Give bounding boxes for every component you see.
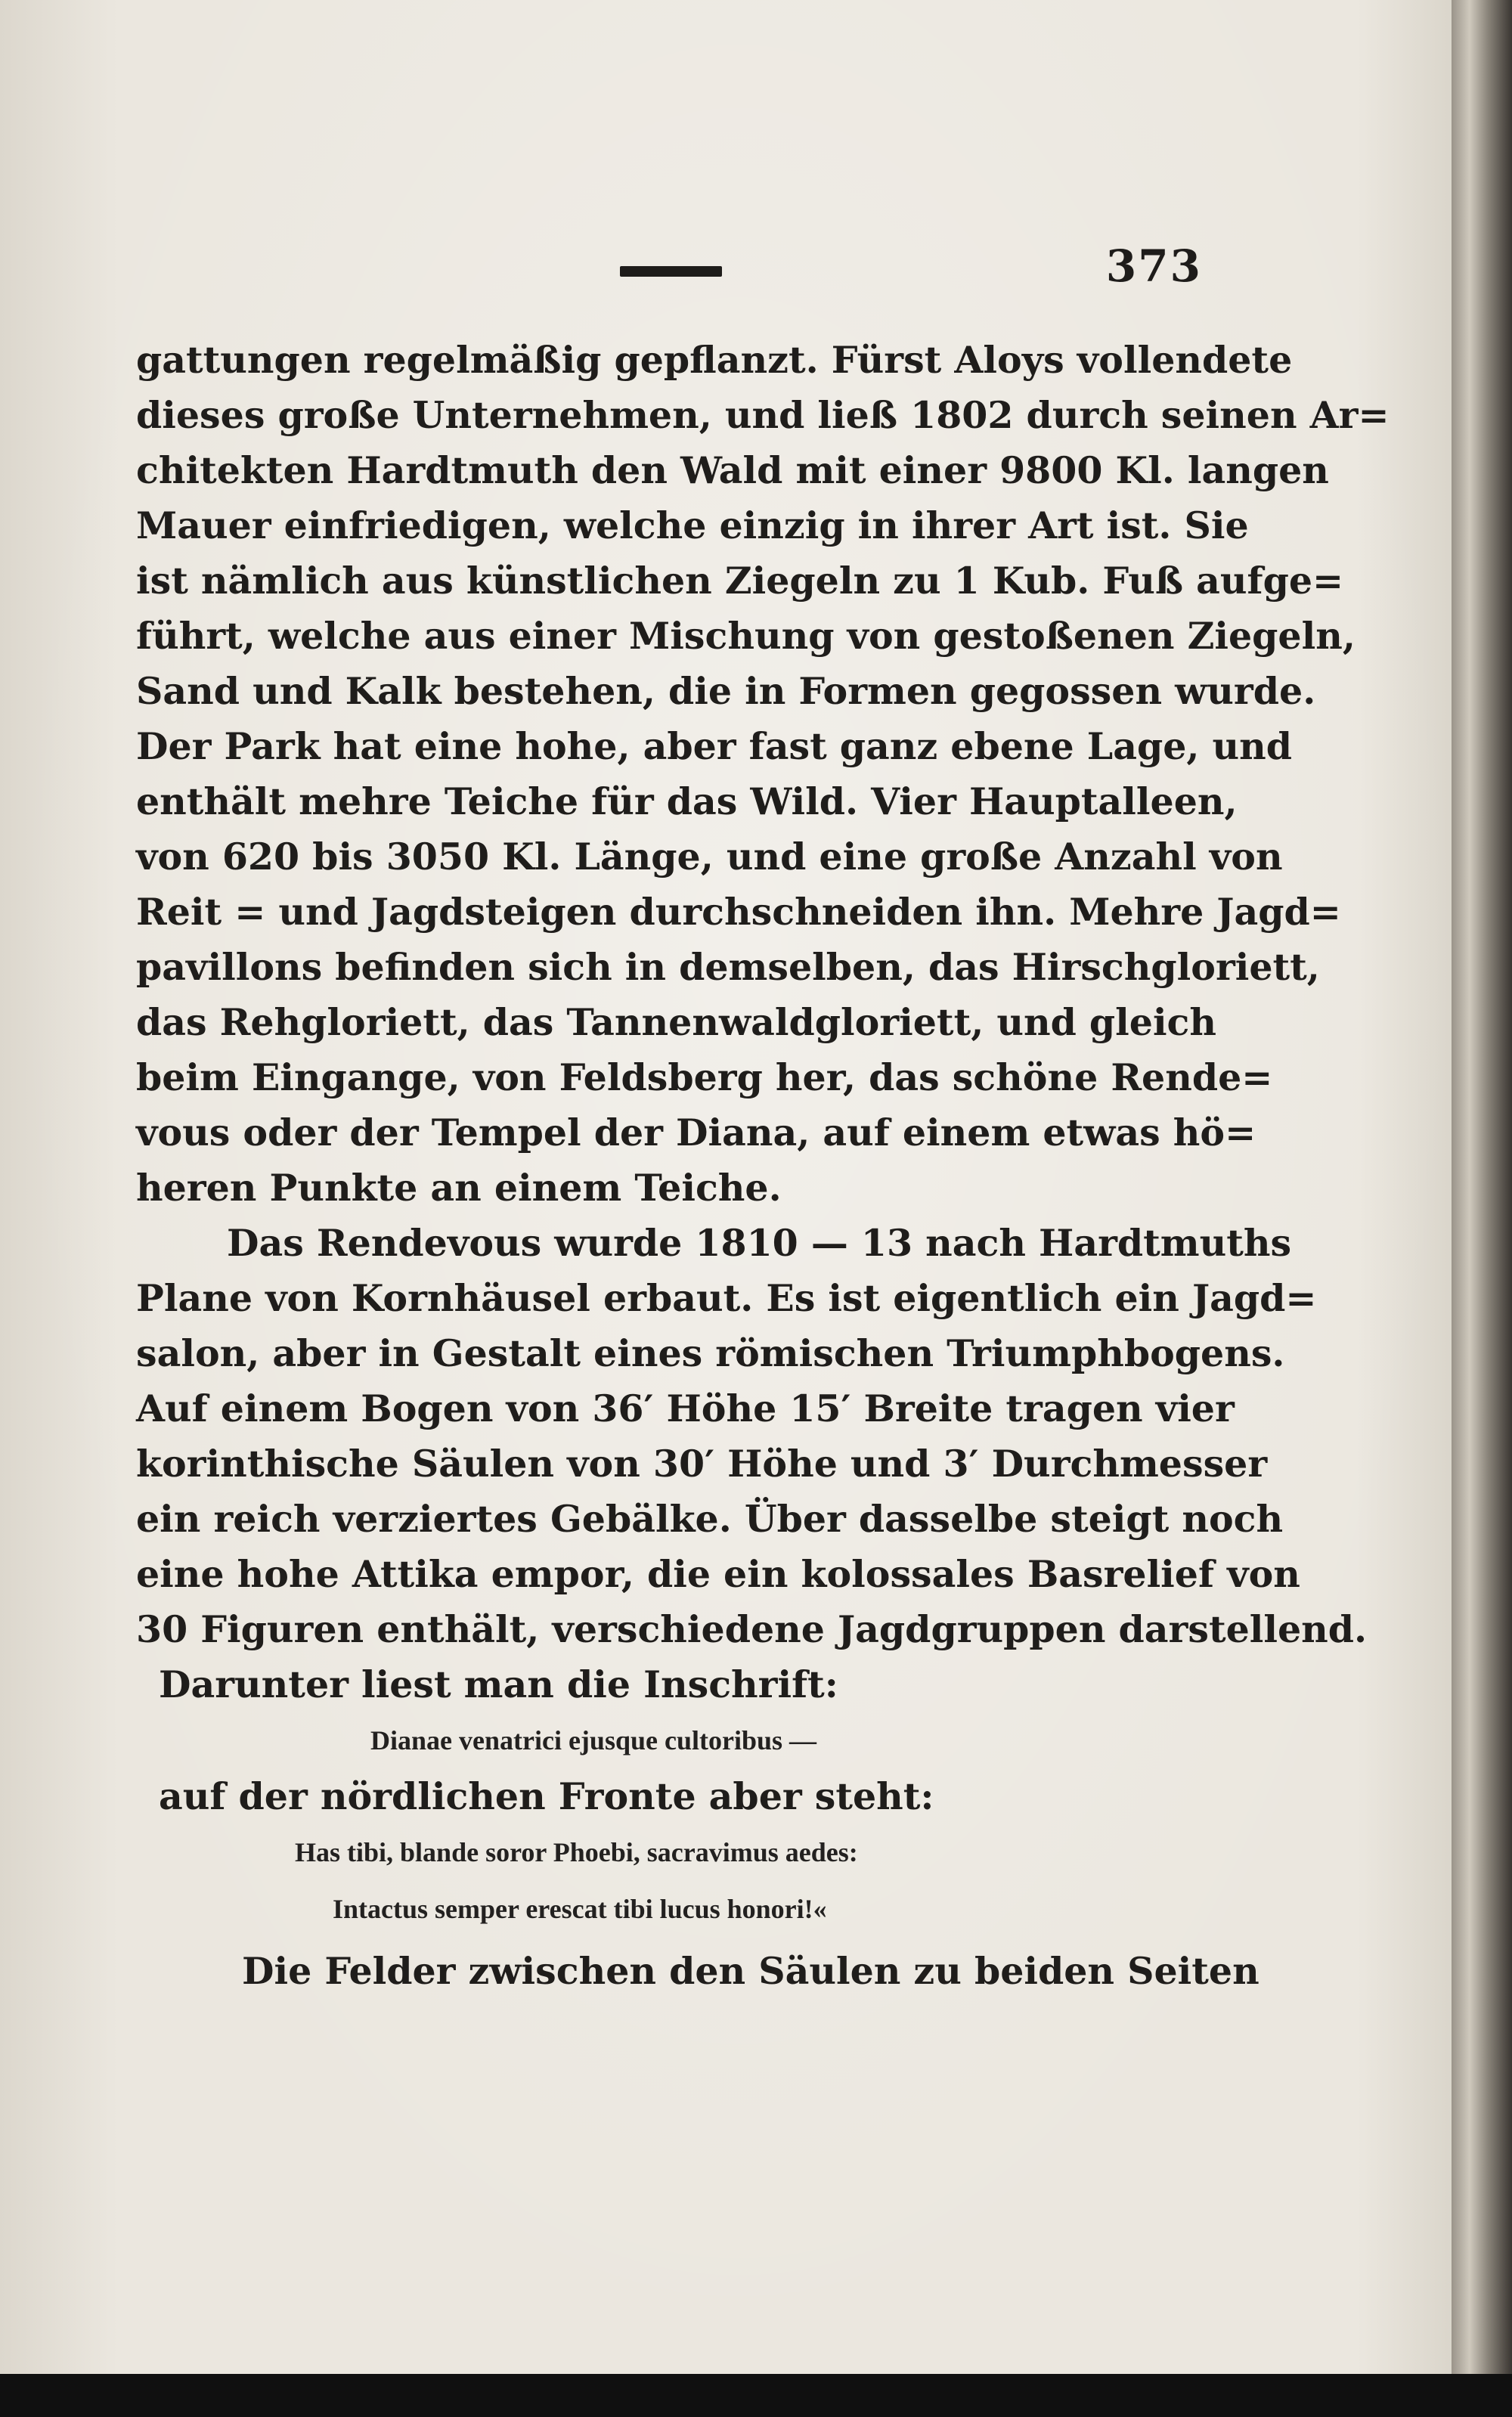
text-line: das Rehgloriett, das Tannenwaldgloriett, und gleich [136, 1000, 1217, 1044]
page-number: 373 [1105, 240, 1202, 292]
text-line: heren Punkte an einem Teiche. [136, 1166, 782, 1210]
text-line: auf der nördlichen Fronte aber steht: [159, 1774, 934, 1818]
header-rule [620, 266, 722, 277]
text-line: dieses große Unternehmen, und ließ 1802 durch seinen Ar= [136, 393, 1390, 437]
dedication-inscription: Dianae venatrici ejusque cultoribus — [370, 1725, 816, 1755]
text-line: Die Felder zwischen den Säulen zu beiden Seiten [242, 1949, 1259, 1993]
text-line: chitekten Hardtmuth den Wald mit einer 9800 Kl. langen [136, 448, 1329, 492]
text-line: enthält mehre Teiche für das Wild. Vier Hauptalleen, [136, 779, 1238, 823]
text-line: Der Park hat eine hohe, aber fast ganz ebene Lage, und [136, 724, 1293, 768]
page-bottom-edge [0, 2374, 1512, 2417]
text-line: pavillons befinden sich in demselben, das Hirschgloriett, [136, 945, 1320, 989]
text-line: Darunter liest man die Inschrift: [159, 1662, 838, 1706]
text-line: Sand und Kalk bestehen, die in Formen gegossen wurde. [136, 669, 1316, 713]
text-line: Plane von Kornhäusel erbaut. Es ist eigentlich ein Jagd= [136, 1276, 1317, 1320]
text-line: salon, aber in Gestalt eines römischen Triumphbogens. [136, 1331, 1285, 1375]
text-line: korinthische Säulen von 30′ Höhe und 3′ Durchmesser [136, 1442, 1268, 1486]
book-spine-edge [1452, 0, 1512, 2417]
body-text [136, 333, 1390, 1999]
text-line: ist nämlich aus künstlichen Ziegeln zu 1 Kub. Fuß aufge= [136, 559, 1344, 603]
text-line: vous oder der Tempel der Diana, auf einem etwas hö= [136, 1111, 1256, 1154]
text-line: führt, welche aus einer Mischung von gestoßenen Ziegeln, [136, 614, 1356, 658]
text-line: Mauer einfriedigen, welche einzig in ihrer Art ist. Sie [136, 504, 1249, 547]
text-line: beim Eingange, von Feldsberg her, das schöne Rende= [136, 1055, 1273, 1099]
verse-inscription-line: Intactus semper erescat tibi lucus honori!« [333, 1894, 827, 1924]
text-line: eine hohe Attika empor, die ein kolossales Basrelief von [136, 1552, 1300, 1596]
text-line: gattungen regelmäßig gepflanzt. Fürst Aloys vollendete [136, 338, 1293, 382]
text-line: Das Rendevous wurde 1810 — 13 nach Hardtmuths [227, 1221, 1292, 1265]
text-line: von 620 bis 3050 Kl. Länge, und eine große Anzahl von [136, 835, 1283, 878]
text-line: 30 Figuren enthält, verschiedene Jagdgruppen darstellend. [136, 1607, 1368, 1651]
verse-inscription-line: Has tibi, blande soror Phoebi, sacravimus aedes: [295, 1837, 858, 1867]
text-line: Auf einem Bogen von 36′ Höhe 15′ Breite tragen vier [136, 1387, 1235, 1430]
text-line: Reit = und Jagdsteigen durchschneiden ihn. Mehre Jagd= [136, 890, 1341, 934]
text-line: ein reich verziertes Gebälke. Über dasselbe steigt noch [136, 1497, 1284, 1541]
